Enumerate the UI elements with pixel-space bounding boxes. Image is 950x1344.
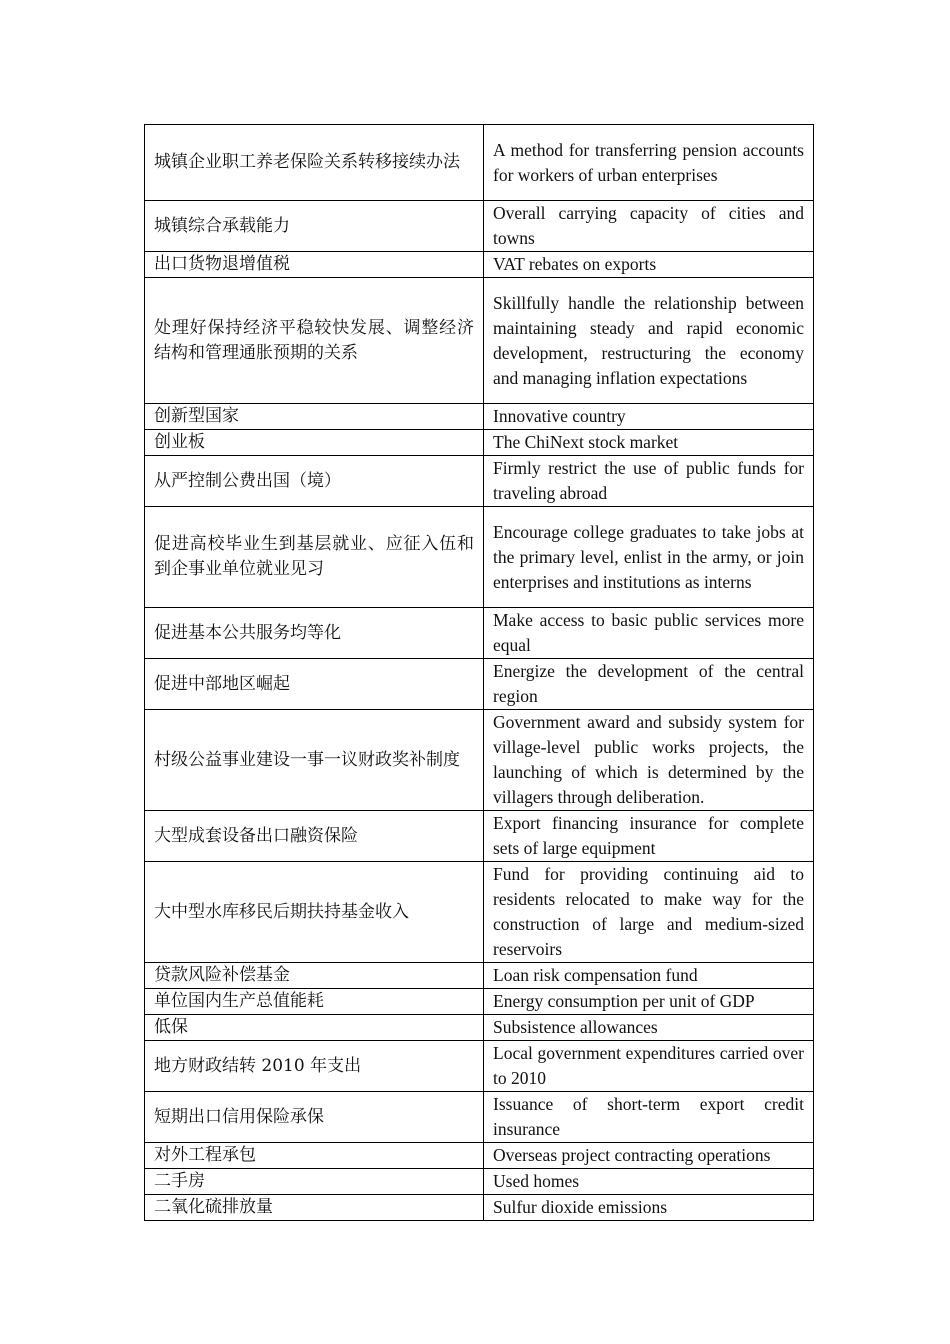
term-english: Government award and subsidy system for village-level public works projects, the launching of which is determined by the villagers through deliberation. xyxy=(484,710,814,811)
term-english: Subsistence allowances xyxy=(484,1015,814,1041)
table-row xyxy=(145,125,814,201)
term-english: Overseas project contracting operations xyxy=(484,1143,814,1169)
term-chinese: 短期出口信用保险承保 xyxy=(145,1092,484,1143)
table-row xyxy=(145,430,814,456)
term-english: The ChiNext stock market xyxy=(484,430,814,456)
table-row xyxy=(145,507,814,608)
glossary-table xyxy=(144,124,814,1221)
table-row xyxy=(145,1143,814,1169)
table-row xyxy=(145,862,814,963)
table-row xyxy=(145,659,814,710)
glossary-body xyxy=(145,125,814,1221)
term-chinese: 促进高校毕业生到基层就业、应征入伍和到企事业单位就业见习 xyxy=(145,507,484,608)
term-chinese: 创业板 xyxy=(145,430,484,456)
term-chinese: 从严控制公费出国（境） xyxy=(145,456,484,507)
term-english: Energize the development of the central region xyxy=(484,659,814,710)
term-chinese: 创新型国家 xyxy=(145,404,484,430)
term-chinese: 大型成套设备出口融资保险 xyxy=(145,811,484,862)
term-chinese: 促进中部地区崛起 xyxy=(145,659,484,710)
table-row xyxy=(145,1015,814,1041)
term-chinese: 贷款风险补偿基金 xyxy=(145,963,484,989)
table-row xyxy=(145,1092,814,1143)
term-english: Loan risk compensation fund xyxy=(484,963,814,989)
term-chinese: 城镇综合承载能力 xyxy=(145,201,484,252)
table-row xyxy=(145,278,814,404)
term-chinese: 村级公益事业建设一事一议财政奖补制度 xyxy=(145,710,484,811)
term-english: Skillfully handle the relationship between maintaining steady and rapid economic development, restructuring the economy and managing inflation expectations xyxy=(484,278,814,404)
term-chinese: 单位国内生产总值能耗 xyxy=(145,989,484,1015)
term-english: Innovative country xyxy=(484,404,814,430)
term-english: Firmly restrict the use of public funds for traveling abroad xyxy=(484,456,814,507)
table-row xyxy=(145,404,814,430)
table-row xyxy=(145,252,814,278)
term-english: Overall carrying capacity of cities and towns xyxy=(484,201,814,252)
table-row xyxy=(145,1041,814,1092)
table-row xyxy=(145,456,814,507)
term-english: VAT rebates on exports xyxy=(484,252,814,278)
term-chinese: 城镇企业职工养老保险关系转移接续办法 xyxy=(145,125,484,201)
term-chinese: 二氧化硫排放量 xyxy=(145,1195,484,1221)
term-chinese: 地方财政结转 2010 年支出 xyxy=(145,1041,484,1092)
term-english: Export financing insurance for complete sets of large equipment xyxy=(484,811,814,862)
term-chinese: 低保 xyxy=(145,1015,484,1041)
term-chinese: 促进基本公共服务均等化 xyxy=(145,608,484,659)
table-row xyxy=(145,710,814,811)
term-english: Make access to basic public services more equal xyxy=(484,608,814,659)
term-chinese: 处理好保持经济平稳较快发展、调整经济结构和管理通胀预期的关系 xyxy=(145,278,484,404)
term-english: Fund for providing continuing aid to residents relocated to make way for the construction of large and medium-sized reservoirs xyxy=(484,862,814,963)
table-row xyxy=(145,201,814,252)
term-english: Issuance of short-term export credit insurance xyxy=(484,1092,814,1143)
term-english: Encourage college graduates to take jobs at the primary level, enlist in the army, or join enterprises and institutions as interns xyxy=(484,507,814,608)
table-row xyxy=(145,608,814,659)
table-row xyxy=(145,1169,814,1195)
table-row xyxy=(145,989,814,1015)
term-chinese: 二手房 xyxy=(145,1169,484,1195)
term-chinese: 对外工程承包 xyxy=(145,1143,484,1169)
term-english: A method for transferring pension accounts for workers of urban enterprises xyxy=(484,125,814,201)
term-english: Energy consumption per unit of GDP xyxy=(484,989,814,1015)
term-chinese: 大中型水库移民后期扶持基金收入 xyxy=(145,862,484,963)
term-english: Local government expenditures carried over to 2010 xyxy=(484,1041,814,1092)
table-row xyxy=(145,811,814,862)
term-english: Used homes xyxy=(484,1169,814,1195)
table-row xyxy=(145,1195,814,1221)
term-chinese: 出口货物退增值税 xyxy=(145,252,484,278)
term-english: Sulfur dioxide emissions xyxy=(484,1195,814,1221)
table-row xyxy=(145,963,814,989)
